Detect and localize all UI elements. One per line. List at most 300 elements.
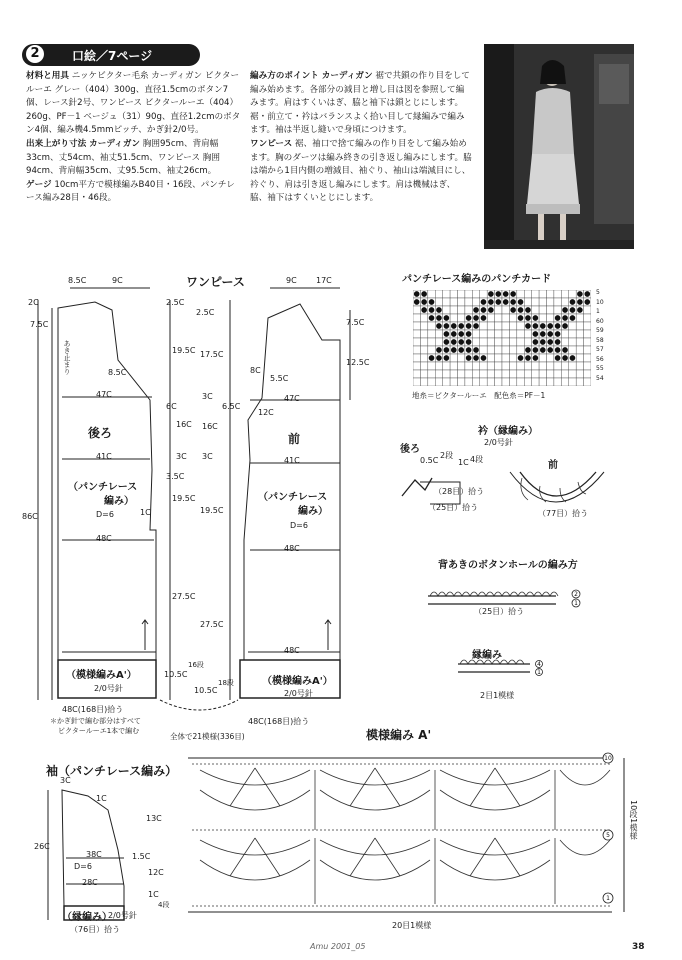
punch-cell — [554, 378, 561, 386]
punch-cell — [502, 378, 509, 386]
collar-dim: （25目）拾う — [428, 503, 479, 512]
dim: 8.5C — [108, 368, 127, 377]
dim: 19.5C — [172, 494, 196, 503]
sleeve-dim: 38C — [86, 850, 102, 859]
punch-cell — [458, 354, 465, 362]
punch-hole — [533, 347, 539, 353]
punch-cell — [509, 354, 516, 362]
sleeve-dim: 4段 — [158, 901, 170, 909]
punch-hole — [466, 315, 472, 321]
punch-card-svg — [413, 290, 591, 386]
punch-hole — [555, 315, 561, 321]
punch-hole — [481, 307, 487, 313]
punch-cell — [472, 370, 479, 378]
punch-hole — [473, 347, 479, 353]
row-markers — [536, 590, 614, 903]
punch-cell — [428, 338, 435, 346]
punch-cell — [532, 298, 539, 306]
punch-cell — [502, 338, 509, 346]
punch-hole — [466, 323, 472, 329]
page-number: 38 — [632, 942, 645, 952]
dim: 2C — [28, 298, 39, 307]
buttonhole-title: 背あきのボタンホールの編み方 — [438, 560, 578, 571]
punch-cell — [480, 338, 487, 346]
punch-cell — [539, 298, 546, 306]
punch-cell — [569, 322, 576, 330]
punch-cell — [502, 330, 509, 338]
dim: 10.5C — [194, 686, 218, 695]
punch-cell — [487, 362, 494, 370]
punch-cell — [561, 338, 568, 346]
punch-hole — [451, 323, 457, 329]
punch-hole — [533, 323, 539, 329]
punch-cell — [547, 378, 554, 386]
punch-cell — [487, 314, 494, 322]
buttonhole-count: （25目）拾う — [474, 607, 525, 616]
sleeve-dim: 26C — [34, 842, 50, 851]
punch-hole — [436, 347, 442, 353]
back-note-2: ビクタールーエ1本で編む — [58, 727, 140, 735]
punch-hole — [547, 339, 553, 345]
punch-cell — [576, 378, 583, 386]
punch-cell — [569, 330, 576, 338]
punch-cell — [458, 370, 465, 378]
punch-cell — [450, 298, 457, 306]
punch-cell — [487, 338, 494, 346]
dim: 27.5C — [172, 592, 196, 601]
punch-hole — [495, 299, 501, 305]
punch-hole — [473, 323, 479, 329]
punch-cell — [443, 378, 450, 386]
punch-hole — [421, 307, 427, 313]
punch-hole — [421, 299, 427, 305]
punch-hole — [533, 331, 539, 337]
punch-cell — [547, 354, 554, 362]
punch-hole — [555, 347, 561, 353]
punch-cell — [435, 378, 442, 386]
collar-back-label: 後ろ — [400, 444, 420, 455]
svg-text:1: 1 — [606, 895, 610, 902]
punch-cell — [576, 370, 583, 378]
punch-cell — [569, 290, 576, 298]
punch-cell — [450, 290, 457, 298]
punch-hole — [444, 355, 450, 361]
punch-hole — [436, 323, 442, 329]
punch-cell — [435, 362, 442, 370]
punch-hole — [525, 347, 531, 353]
punch-cell — [584, 346, 591, 354]
punch-hole — [510, 299, 516, 305]
back-sublabel1: （パンチレース — [68, 482, 138, 493]
dim: 47C — [284, 394, 300, 403]
punch-cell — [413, 306, 420, 314]
back-note-1: ＊かぎ針で編む部分はすべて — [50, 717, 141, 725]
punch-cell — [584, 314, 591, 322]
front-needle: 2/0号針 — [284, 689, 313, 698]
punch-cell — [509, 370, 516, 378]
punch-cell — [561, 290, 568, 298]
punch-cell — [413, 322, 420, 330]
materials-paragraph: 材料と用具 ニッケビクター毛糸 カーディガン ビクタールーエ グレー（404）300g、直径1.5cmのボタン7個、レース針2号、ワンピース ビクタールーエ（404）260g、PF－1 ベージュ（31）90g、直径1.2cmのボタン4個、編み機4.5mmピッチ、かぎ針2/0号。 — [26, 71, 241, 136]
punch-cell — [487, 378, 494, 386]
punch-hole — [488, 307, 494, 313]
punch-hole — [570, 307, 576, 313]
punch-hole — [466, 331, 472, 337]
back-needle: 2/0号針 — [94, 684, 123, 693]
punch-cell — [509, 314, 516, 322]
punch-hole — [562, 315, 568, 321]
front-label: 前 — [288, 432, 301, 446]
punch-cell — [443, 290, 450, 298]
punch-hole — [540, 339, 546, 345]
gauge-paragraph: ゲージ 10cm平方で模様編みB40目・16段、パンチレース編み28目・46段。 — [26, 179, 235, 204]
punch-cell — [547, 290, 554, 298]
punch-cell — [502, 346, 509, 354]
punch-hole — [421, 291, 427, 297]
punch-cell — [428, 322, 435, 330]
punch-hole — [503, 291, 509, 297]
punch-cell — [576, 330, 583, 338]
section-number: 2 — [26, 45, 44, 63]
punch-hole — [562, 355, 568, 361]
punch-cell — [450, 306, 457, 314]
punch-hole — [533, 339, 539, 345]
punch-cell — [495, 378, 502, 386]
punch-hole — [547, 323, 553, 329]
punch-cell — [532, 370, 539, 378]
punch-hole — [577, 291, 583, 297]
punch-cell — [472, 298, 479, 306]
punch-cell — [413, 378, 420, 386]
punch-hole — [451, 331, 457, 337]
punch-cell — [576, 362, 583, 370]
punch-cell — [495, 306, 502, 314]
dim: 19.5C — [200, 506, 224, 515]
punch-cell — [539, 378, 546, 386]
front-sublabel2: 編み） — [298, 506, 328, 517]
punch-cell — [584, 330, 591, 338]
section-title: 口絵／7ページ — [72, 49, 153, 63]
punch-cell — [524, 362, 531, 370]
punch-cell — [428, 346, 435, 354]
dim: 47C — [96, 390, 112, 399]
punch-cell — [450, 362, 457, 370]
svg-text:4: 4 — [537, 661, 541, 668]
punch-cell — [435, 298, 442, 306]
punch-cell — [554, 370, 561, 378]
punch-hole — [495, 291, 501, 297]
front-hem-label: （模様編みA'） — [262, 676, 333, 687]
punch-cell — [509, 322, 516, 330]
punch-hole — [481, 299, 487, 305]
punch-cell — [428, 370, 435, 378]
punch-hole — [570, 315, 576, 321]
punch-cell — [524, 338, 531, 346]
punch-cell — [554, 298, 561, 306]
punch-cell — [547, 370, 554, 378]
dim: 27.5C — [200, 620, 224, 629]
punch-hole — [584, 291, 590, 297]
collar-dim: （77目）拾う — [538, 509, 589, 518]
punch-hole — [481, 315, 487, 321]
punch-cell — [413, 338, 420, 346]
punch-cell — [554, 306, 561, 314]
punch-hole — [540, 331, 546, 337]
punch-hole — [429, 315, 435, 321]
punch-cell — [502, 306, 509, 314]
punch-hole — [562, 307, 568, 313]
punch-cell — [584, 306, 591, 314]
dim: 48C — [284, 646, 300, 655]
punch-cell — [450, 370, 457, 378]
punch-cell — [502, 314, 509, 322]
punch-cell — [524, 378, 531, 386]
punch-hole — [436, 307, 442, 313]
punch-cell — [547, 362, 554, 370]
punch-hole — [555, 339, 561, 345]
punch-cell — [517, 370, 524, 378]
punch-cell — [524, 370, 531, 378]
punch-cell — [584, 354, 591, 362]
sleeve-outline — [62, 790, 124, 906]
dim: 3C — [202, 452, 213, 461]
dim: 8C — [250, 366, 261, 375]
punch-cell — [413, 370, 420, 378]
back-hem-label: （模様編みA'） — [66, 670, 137, 681]
punch-cell — [420, 370, 427, 378]
collar-front-label: 前 — [548, 460, 558, 471]
punch-cell — [495, 354, 502, 362]
punch-cell — [517, 378, 524, 386]
punch-hole — [466, 355, 472, 361]
punch-cell — [517, 290, 524, 298]
punch-cell — [547, 314, 554, 322]
punch-cell — [532, 290, 539, 298]
punch-cell — [584, 338, 591, 346]
dim: 9C — [286, 276, 297, 285]
punch-cell — [443, 370, 450, 378]
punch-cell — [502, 322, 509, 330]
punch-cell — [458, 290, 465, 298]
sleeve-edge-label: （縁編み） — [62, 912, 112, 923]
punch-cell — [465, 290, 472, 298]
dim: 10.5C — [164, 670, 188, 679]
punch-cell — [420, 338, 427, 346]
svg-text:5: 5 — [606, 832, 610, 839]
punch-cell — [413, 314, 420, 322]
punch-hole — [451, 347, 457, 353]
punch-cell — [458, 378, 465, 386]
punch-cell — [569, 370, 576, 378]
sleeve-count: （76目）拾う — [70, 925, 121, 934]
punch-hole — [458, 347, 464, 353]
dim: 6.5C — [222, 402, 241, 411]
edging-count: 2目1模様 — [480, 691, 515, 700]
dim: 3.5C — [166, 472, 185, 481]
punch-hole — [555, 323, 561, 329]
punch-hole — [540, 347, 546, 353]
punch-hole — [444, 323, 450, 329]
punch-cell — [472, 362, 479, 370]
svg-text:1: 1 — [574, 600, 578, 607]
punch-cell — [443, 362, 450, 370]
punch-cell — [472, 330, 479, 338]
punch-cell — [413, 330, 420, 338]
punch-hole — [458, 331, 464, 337]
punch-cell — [509, 330, 516, 338]
punch-cell — [539, 370, 546, 378]
punch-hole — [518, 299, 524, 305]
dim: 48C — [96, 534, 112, 543]
back-label: 後ろ — [88, 426, 113, 440]
dim: 7.5C — [30, 320, 49, 329]
sleeve-d: D=6 — [74, 862, 92, 871]
punch-cell — [576, 322, 583, 330]
punch-cell — [554, 362, 561, 370]
punch-cell — [420, 362, 427, 370]
punch-row-numbers: 5 10 1 60 59 58 57 56 55 54 — [596, 289, 604, 382]
punch-hole — [488, 291, 494, 297]
punch-cell — [509, 378, 516, 386]
punch-hole — [570, 355, 576, 361]
back-d-value: D=6 — [96, 510, 114, 519]
punch-hole — [562, 323, 568, 329]
punch-cell — [584, 322, 591, 330]
punch-cell — [524, 290, 531, 298]
punch-hole — [518, 355, 524, 361]
sleeve-dim: 1C — [148, 890, 159, 899]
punch-cell — [576, 338, 583, 346]
footer-source: Amu 2001_05 — [310, 942, 366, 951]
punch-cell — [420, 330, 427, 338]
punch-hole — [518, 307, 524, 313]
sleeve-dim: 13C — [146, 814, 162, 823]
punch-cell — [472, 378, 479, 386]
punch-cell — [517, 338, 524, 346]
dim: 1C — [140, 508, 151, 517]
punch-cell — [465, 298, 472, 306]
punch-cell — [443, 306, 450, 314]
punch-cell — [524, 298, 531, 306]
punch-cell — [569, 362, 576, 370]
svg-text:1: 1 — [537, 669, 541, 676]
dim: あき止まり — [63, 340, 71, 375]
punch-cell — [532, 378, 539, 386]
punch-hole — [473, 355, 479, 361]
punch-cell — [495, 314, 502, 322]
punch-cell — [517, 322, 524, 330]
punch-cell — [561, 378, 568, 386]
punch-cell — [443, 298, 450, 306]
punch-cell — [465, 378, 472, 386]
punch-hole — [429, 355, 435, 361]
punch-hole — [547, 347, 553, 353]
punch-hole — [429, 299, 435, 305]
onepiece-points: ワンピース 裾、袖口で捨て編みの作り目をして編み始めます。胸のダーツは編み終きの引き返し編みにします。脇は端から1目内側の増減目、袖ぐり、袖山は端減目にし、衿ぐり、肩は引き返し編みにします。肩は機械はぎ、脇、袖下はすくいとじにします。 — [250, 138, 472, 204]
punch-cell — [495, 338, 502, 346]
dim: 16段 — [188, 661, 204, 669]
front-sublabel1: （パンチレース — [258, 492, 328, 503]
punch-cell — [458, 306, 465, 314]
punch-hole — [444, 347, 450, 353]
dim: 5.5C — [270, 374, 289, 383]
dim: 48C(168目)拾う — [62, 705, 124, 714]
dim: 17.5C — [200, 350, 224, 359]
punch-cell — [487, 354, 494, 362]
punch-cell — [502, 370, 509, 378]
punch-cell — [495, 362, 502, 370]
punch-cell — [539, 362, 546, 370]
punch-hole — [555, 355, 561, 361]
punch-cell — [509, 338, 516, 346]
punch-cell — [495, 322, 502, 330]
punch-cell — [435, 338, 442, 346]
punch-hole — [510, 291, 516, 297]
collar-needle: 2/0号針 — [484, 438, 513, 447]
punch-cell — [413, 354, 420, 362]
punch-cell — [576, 314, 583, 322]
punch-hole — [533, 355, 539, 361]
punch-hole — [458, 323, 464, 329]
sleeve-dim: 28C — [82, 878, 98, 887]
punch-cell — [435, 290, 442, 298]
punch-hole — [436, 315, 442, 321]
punch-cell — [502, 362, 509, 370]
dim: 2.5C — [166, 298, 185, 307]
size-paragraph: 出来上がり寸法 カーディガン 胸囲95cm、背肩幅33cm、丈54cm、袖丈51.5cm、ワンピース 胸囲94cm、背肩幅35cm、丈95.5cm、袖丈26cm。 — [26, 138, 220, 177]
front-d-value: D=6 — [290, 521, 308, 530]
dim: 12.5C — [346, 358, 370, 367]
punch-cell — [480, 330, 487, 338]
punch-hole — [510, 307, 516, 313]
punch-cell — [413, 346, 420, 354]
collar-title: 衿（縁編み） — [478, 426, 538, 437]
punch-cell — [420, 378, 427, 386]
punch-hole — [414, 291, 420, 297]
punchcard-note: 地糸＝ビクタールーエ 配色糸＝PF－1 — [412, 391, 546, 400]
punch-cell — [576, 346, 583, 354]
dim: 7.5C — [346, 318, 365, 327]
punch-cell — [539, 354, 546, 362]
punch-hole — [577, 299, 583, 305]
punch-cell — [428, 378, 435, 386]
back-sublabel2: 編み） — [104, 496, 134, 507]
punch-hole — [414, 299, 420, 305]
punch-cell — [495, 330, 502, 338]
punch-hole — [444, 315, 450, 321]
pattern-rows: 10段1模様 — [629, 800, 638, 840]
punch-cell — [428, 290, 435, 298]
punch-hole — [444, 331, 450, 337]
dim: 6C — [166, 402, 177, 411]
punch-hole — [570, 299, 576, 305]
punch-cell — [487, 370, 494, 378]
collar-dim: 0.5C — [420, 456, 439, 465]
sleeve-title: 袖（パンチレース編み） — [46, 764, 178, 778]
punch-cell — [547, 306, 554, 314]
punch-cell — [532, 362, 539, 370]
punch-cell — [428, 330, 435, 338]
punch-cell — [435, 370, 442, 378]
punch-cell — [458, 314, 465, 322]
sleeve-dim: 1C — [96, 794, 107, 803]
punch-cell — [539, 314, 546, 322]
punch-hole — [488, 299, 494, 305]
punch-cell — [576, 354, 583, 362]
punch-cell — [584, 378, 591, 386]
punch-cell — [413, 362, 420, 370]
punch-cell — [450, 378, 457, 386]
